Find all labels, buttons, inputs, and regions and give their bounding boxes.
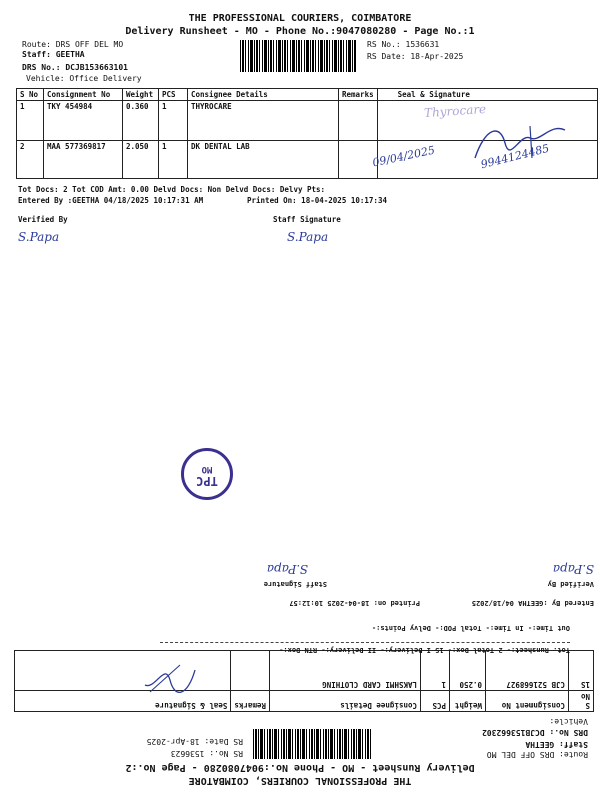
table-header-row [15, 691, 594, 712]
drs-no-label: DRS No.: DCJB153663101 [22, 63, 128, 72]
barcode [251, 729, 371, 759]
rs-no-label: RS No.: 1536631 [367, 40, 440, 49]
signature-receiver-phone: 9944124485 [479, 141, 551, 172]
rs-no-label: RS No.: 1536623 [170, 749, 243, 758]
col-remarks: Remarks [339, 89, 378, 101]
col-sno: S No [17, 89, 44, 101]
cell-pcs: 1 [421, 651, 450, 691]
rs-date-label: RS Date: 18-Apr-2025 [367, 52, 464, 61]
verified-signature: S.Papa [552, 562, 594, 576]
rs-date-label: RS Date: 18-Apr-2025 [146, 737, 243, 746]
cell-weight: 0.360 [123, 101, 159, 141]
col-consignment: Consignment No [44, 89, 123, 101]
cell-consignee: LAKSHMI CARD CLOTHING [270, 651, 421, 691]
verified-by-label: Verified By [18, 215, 68, 224]
col-sno: S No [569, 691, 594, 712]
col-remarks: Remarks [231, 691, 270, 712]
entered-by-line: Entered By :GEETHA 04/18/2025 10:17:31 AM [18, 196, 204, 205]
staff-signature: S.Papa [266, 562, 308, 576]
cell-consignment: TKY 454984 [44, 101, 123, 141]
cell-sno: 1S [569, 651, 594, 691]
times-line: Out Time:- In Time:- Total POD:- Delvy Points:- [371, 624, 570, 632]
signature-receiver-date: 09/04/2025 [371, 143, 437, 170]
col-pcs: PCS [159, 89, 188, 101]
cell-pcs: 1 [159, 141, 188, 179]
cell-remarks [339, 101, 378, 141]
page-2-rotated [0, 400, 600, 800]
staff-signature: S.Papa [287, 230, 329, 244]
cell-consignee: DK DENTAL LAB [188, 141, 339, 179]
cell-consignment: MAA 577369817 [44, 141, 123, 179]
cell-weight: 2.050 [123, 141, 159, 179]
cell-sno: 1 [17, 101, 44, 141]
col-consignee: Consignee Details [270, 691, 421, 712]
stamp-subtext: MO [201, 464, 213, 474]
verified-by-label: Verified By [547, 580, 594, 588]
runsheet-subtitle: Delivery Runsheet - MO - Phone No.:9047080280 - Page No.:1 [125, 26, 475, 37]
consignment-table [14, 650, 594, 712]
cell-consignee: THYROCARE [188, 101, 339, 141]
totals-line: Tot Docs: 2 Tot COD Amt: 0.00 Delvd Docs: Non Delvd Docs: Delvy Pts: [18, 185, 326, 194]
col-weight: Weight [123, 89, 159, 101]
seal-stamp-thyrocare: Thyrocare [423, 101, 487, 121]
drs-no-label: DRS No.: DCJB153662302 [482, 728, 588, 737]
barcode [240, 40, 357, 72]
vehicle-label: Vehicle: [549, 717, 588, 726]
runsheet-subtitle: Delivery Runsheet - MO - Phone No.:9047080280 - Page No.:2 [125, 762, 475, 773]
staff-signature-label: Staff Signature [263, 580, 327, 588]
staff-label: Staff: GEETHA [22, 50, 85, 59]
signature-scribble [140, 660, 200, 700]
route-label: Route: DRS OFF DEL MO [22, 40, 124, 49]
col-seal-signature: Seal & Signature [15, 691, 231, 712]
totals-divider [160, 642, 570, 643]
cell-consignment: CJB 521668927 [486, 651, 569, 691]
totals-line: Tot. Runsheet:- 2 Total Dox:- 1S I Delivery:- II Delivery:- RTN Dox:- [279, 646, 570, 654]
cell-sno: 2 [17, 141, 44, 179]
printed-on-line: Printed On: 18-04-2025 10:17:34 [247, 196, 387, 205]
col-consignment: Consignment No [486, 691, 569, 712]
vehicle-label: Vehicle: Office Delivery [26, 74, 142, 83]
staff-signature-label: Staff Signature [273, 215, 341, 224]
cell-weight: 0.250 [450, 651, 486, 691]
entered-by-line: Entered By :GEETHA 04/18/2025 [471, 599, 594, 607]
printed-on-line: Printed on: 18-04-2025 10:12:57 [289, 599, 420, 607]
cell-remarks [231, 651, 270, 691]
signature-scribble [470, 118, 580, 168]
route-label: Route: DRS OFF DEL MO [486, 750, 588, 759]
col-seal-signature: Seal & Signature [377, 89, 597, 101]
company-title: THE PROFESSIONAL COURIERS, COIMBATORE [188, 775, 412, 786]
company-title: THE PROFESSIONAL COURIERS, COIMBATORE [188, 13, 412, 24]
stamp-text: TPC [196, 474, 218, 488]
staff-label: Staff: GEETHA [525, 740, 588, 749]
col-pcs: PCS [421, 691, 450, 712]
table-row [15, 651, 594, 691]
cell-pcs: 1 [159, 101, 188, 141]
col-consignee: Consignee Details [188, 89, 339, 101]
col-weight: Weight [450, 691, 486, 712]
table-header-row [17, 89, 598, 101]
verified-signature: S.Papa [18, 230, 60, 244]
